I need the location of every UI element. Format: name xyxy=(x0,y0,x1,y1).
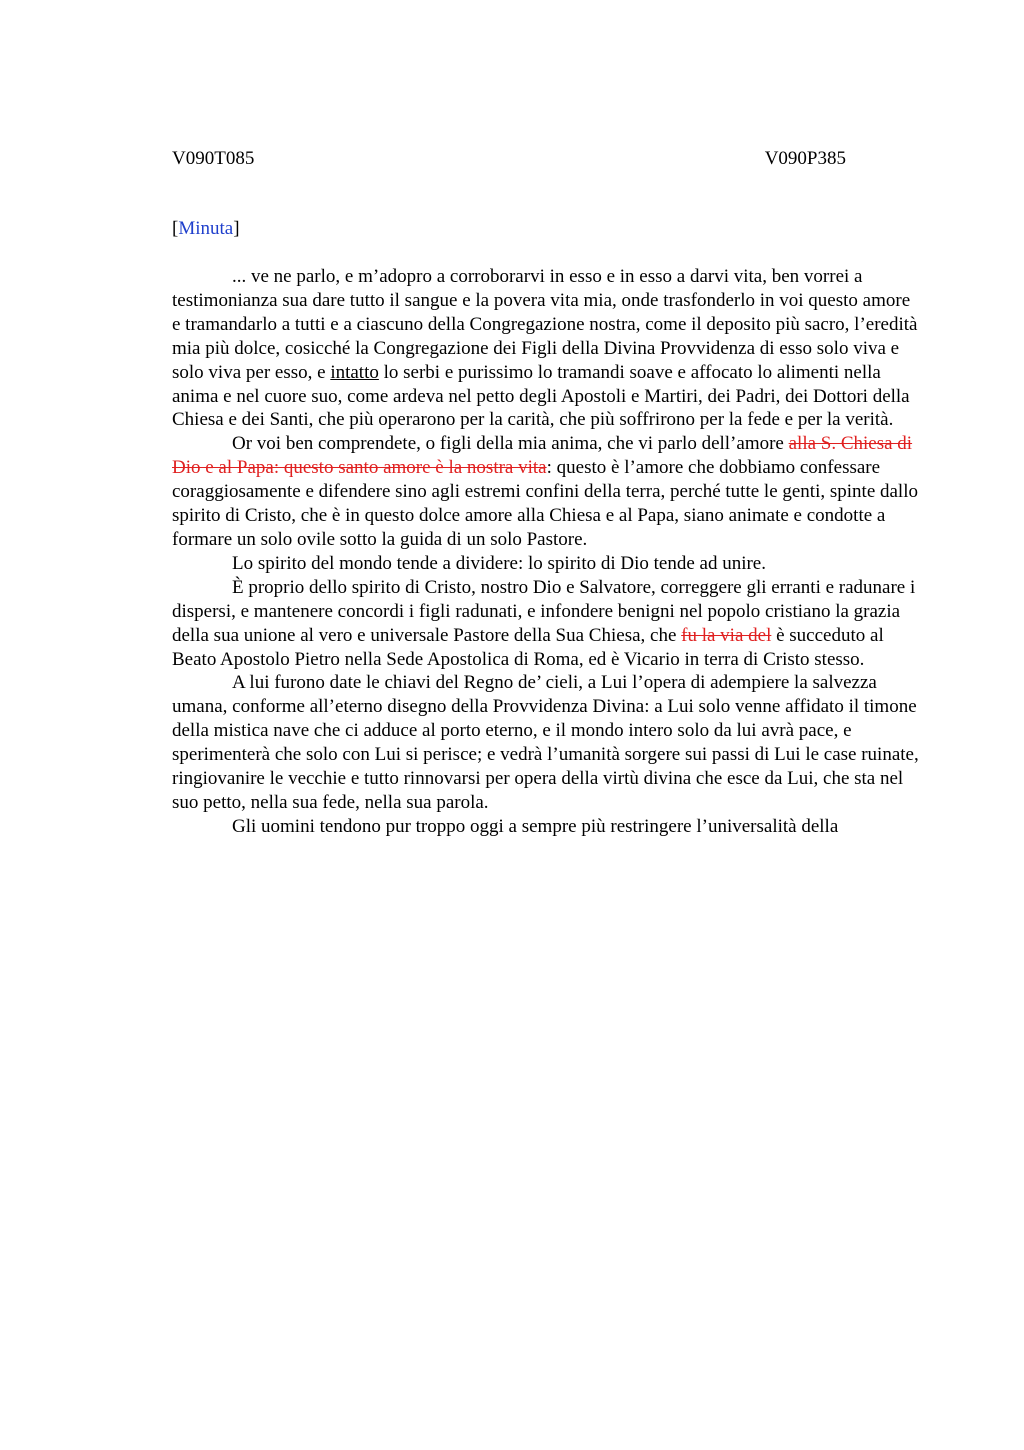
paragraph-4 xyxy=(172,576,922,672)
paragraph-4-text-b: è succeduto al Beato Apostolo Pietro nella Sede Apostolica di Roma, ed è Vicario in terra di Cristo stesso. xyxy=(172,624,884,670)
deleted-text: fu la via del xyxy=(681,624,772,646)
bracket-close: ] xyxy=(233,218,240,239)
paragraph-2-text-b: : questo è l’amore che dobbiamo confessare coraggiosamente e difendere sino agli estremi confini della terra, perché tutte le genti, spinte dallo spirito di Cristo, che è in questo dolce amore alla Chiesa e al Papa, siano animate e condotte a formare un solo ovile sotto la guida di un solo Pastore. xyxy=(172,457,918,550)
minuta-label: Minuta xyxy=(178,218,234,239)
bracket-open: [ xyxy=(172,218,179,239)
paragraph-1 xyxy=(172,265,922,432)
paragraph-2 xyxy=(172,432,922,552)
underlined-word: intatto xyxy=(330,361,379,383)
document-code-right: V090P385 xyxy=(764,148,846,169)
paragraph-1-text-b: lo serbi e purissimo lo tramandi soave e affocato lo alimenti nella anima e nel cuore suo, come ardeva nel petto degli Apostoli e Martiri, dei Padri, dei Dottori della Chiesa e dei Santi, che più operarono per la carità, che più soffrirono per la fede e per la verità. xyxy=(172,361,910,431)
paragraph-3: Lo spirito del mondo tende a dividere: lo spirito di Dio tende ad unire. xyxy=(232,552,766,574)
paragraph-5: A lui furono date le chiavi del Regno de’ cieli, a Lui l’opera di adempiere la salvezza umana, conforme all’eterno disegno della Provvidenza Divina: a Lui solo venne affidato il timone della mistica nave che ci adduce al porto eterno, e il mondo intero solo da lui avrà pace, e sperimenterà che solo con Lui si perisce; e vedrà l’umanità sorgere sui passi di Lui le case ruinate, ringiovanire le vecchie e tutto rinnovarsi per opera della virtù divina che esce da Lui, che sta nel suo petto, nella sua fede, nella sua parola. xyxy=(172,672,919,813)
document-code-left: V090T085 xyxy=(172,148,255,169)
document-body xyxy=(172,265,922,839)
deleted-text: alla S. Chiesa di Dio e al Papa: questo santo amore è la nostra vita xyxy=(172,433,913,479)
paragraph-1-text-a: ... ve ne parlo, e m’adopro a corroborarvi in esso e in esso a darvi vita, ben vorrei a testimonianza sua dare tutto il sangue e la povera vita mia, onde trasfonderlo in voi questo amore e tramandarlo a tutti e a ciascuno della Congregazione nostra, come il deposito più sacro, l’eredità mia più dolce, cosicché la Congregazione dei Figli della Divina Provvidenza di esso solo viva e solo viva per esso, e xyxy=(172,266,918,383)
paragraph-4-text-a: È proprio dello spirito di Cristo, nostro Dio e Salvatore, correggere gli erranti e radunare i dispersi, e mantenere concordi i figli radunati, e infondere benigni nel popolo cristiano la grazia della sua unione al vero e universale Pastore della Sua Chiesa, che xyxy=(172,576,916,646)
section-label xyxy=(172,218,240,240)
paragraph-6: Gli uomini tendono pur troppo oggi a sempre più restringere l’universalità della xyxy=(232,815,839,837)
paragraph-2-text-a: Or voi ben comprendete, o figli della mia anima, che vi parlo dell’amore xyxy=(232,433,789,455)
